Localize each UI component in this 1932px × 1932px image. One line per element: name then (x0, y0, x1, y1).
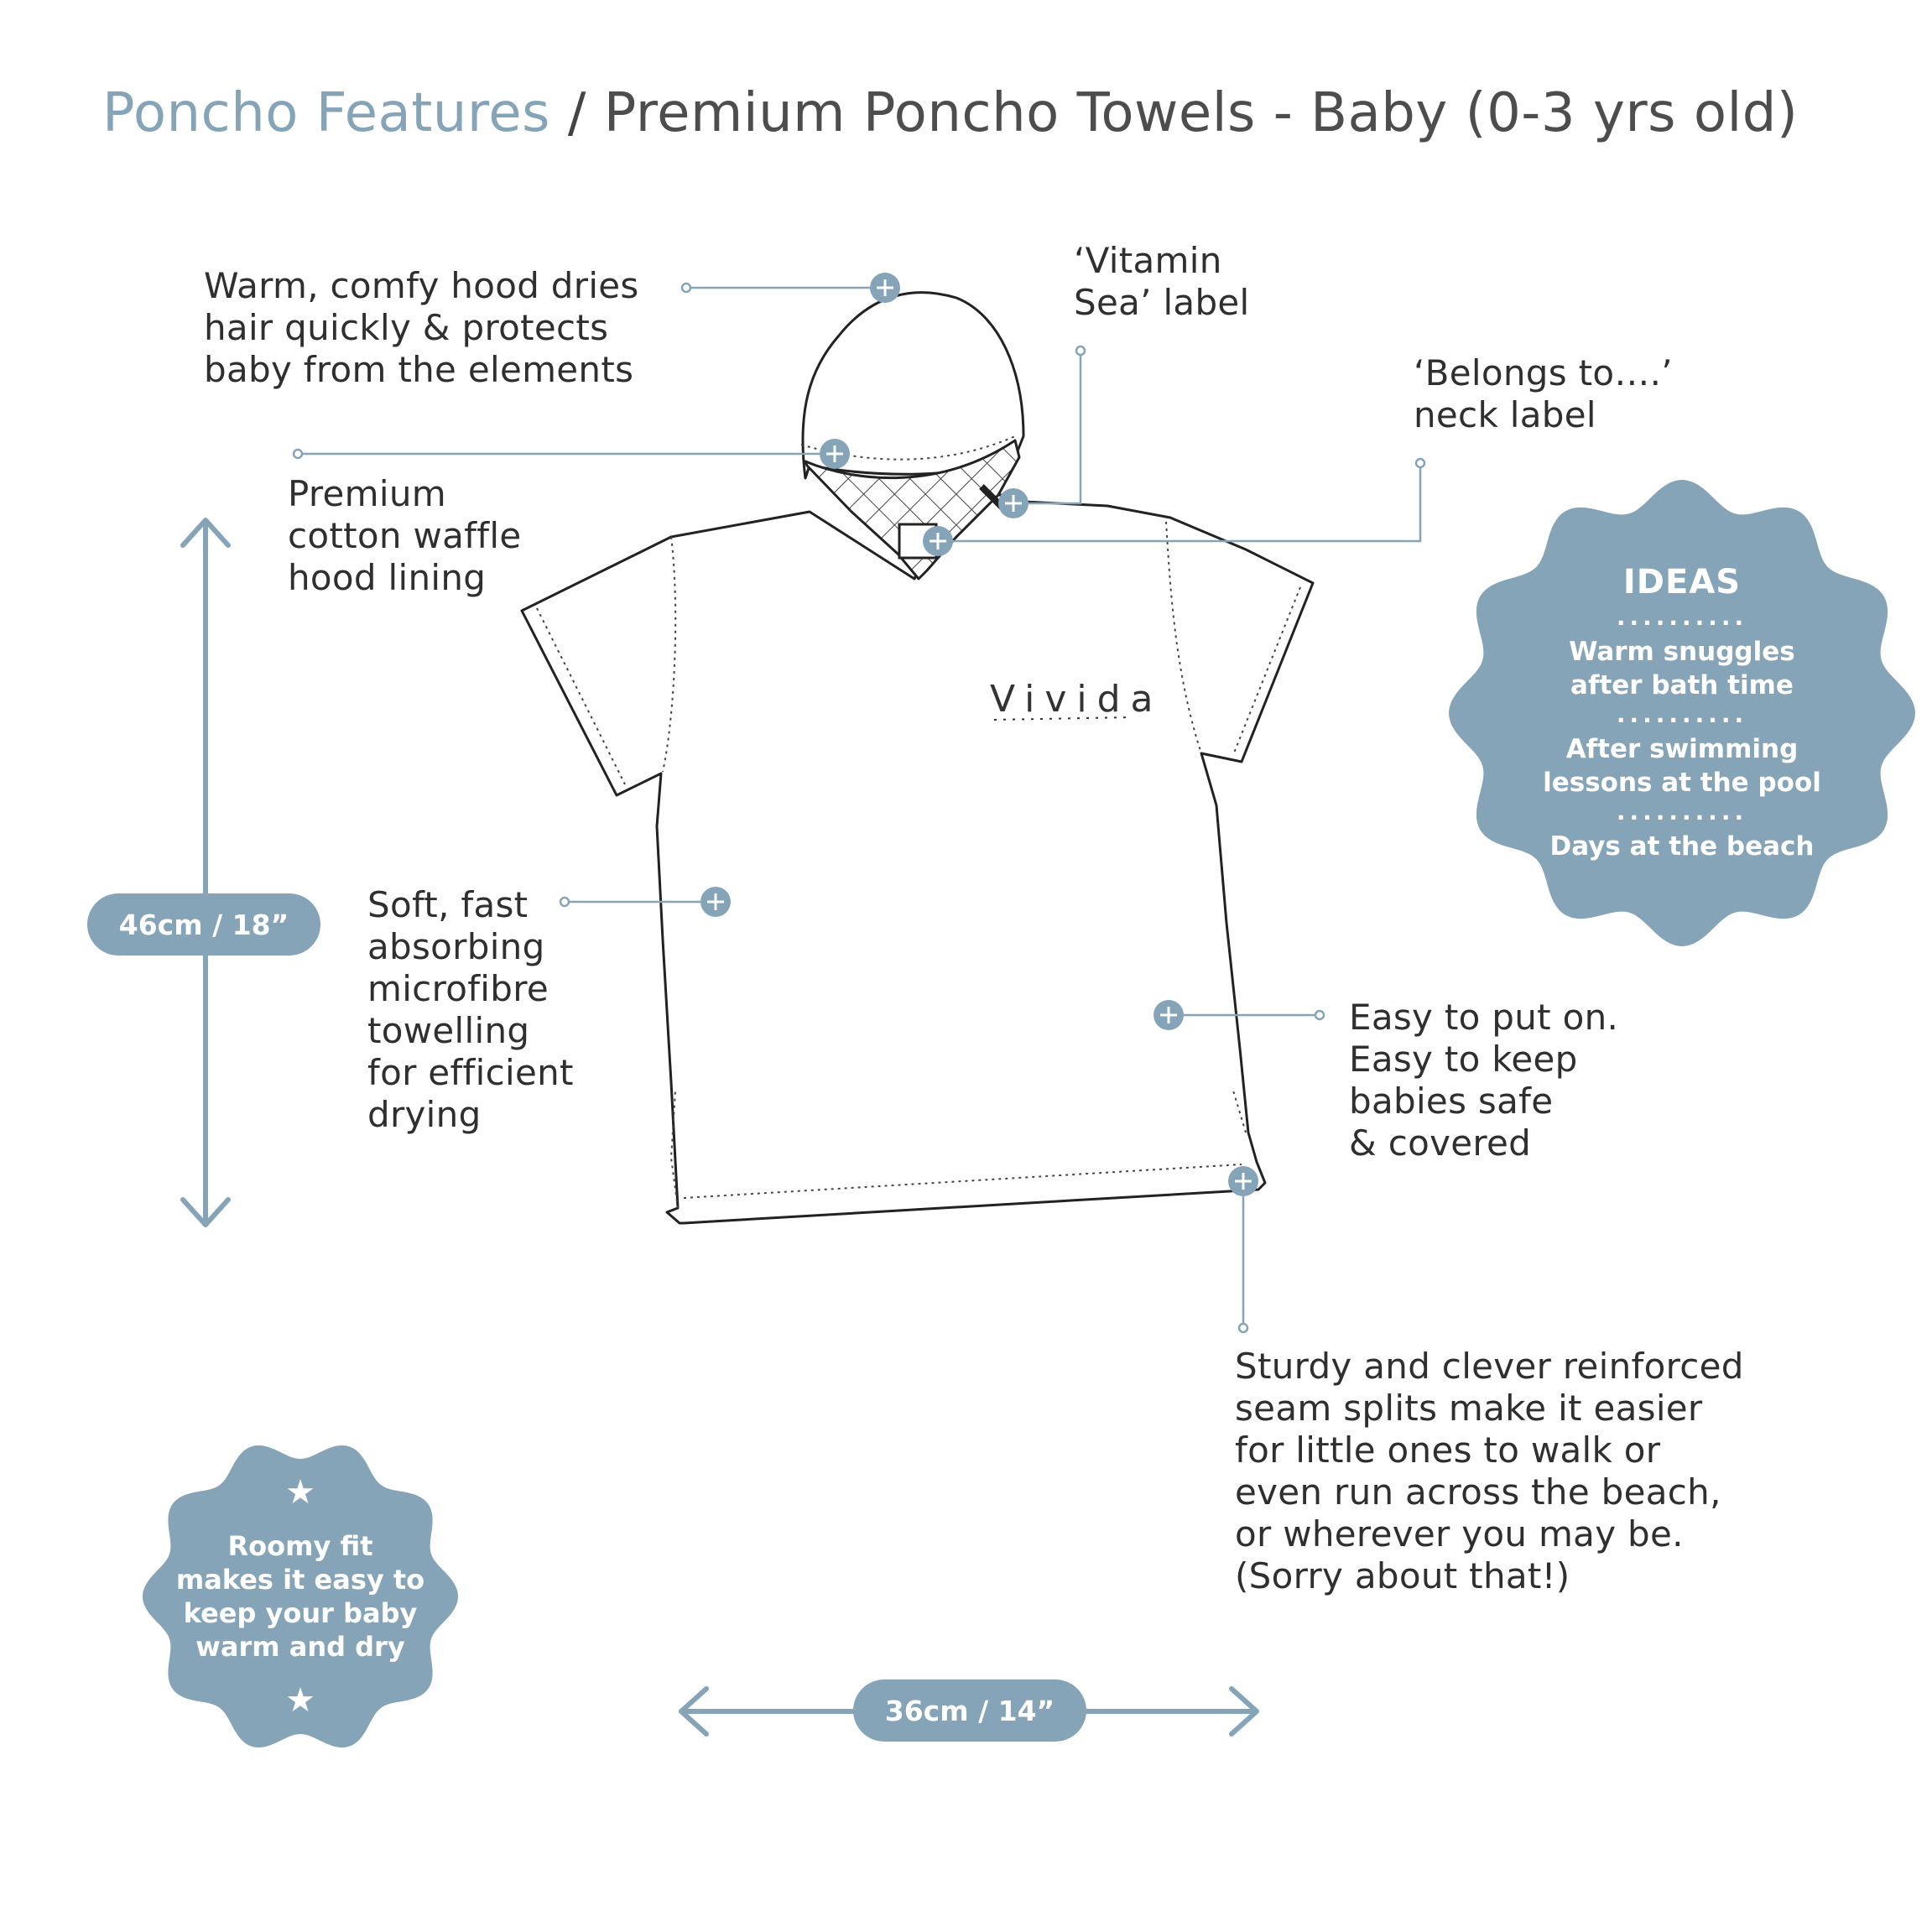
star-icon: ★ (285, 1473, 315, 1512)
callout-seam: Sturdy and clever reinforced seam splits make it easier for little ones to walk or even run across the beach, or wherever you may be. (Sorry about that!) (1235, 1346, 1744, 1596)
hotspot-lining[interactable] (820, 439, 850, 469)
idea-item: After swimming lessons at the pool (1543, 734, 1821, 798)
hotspot-vitamin-sea[interactable] (998, 488, 1028, 518)
vivida-logo: Vivida (990, 678, 1164, 721)
ideas-divider: .......... (1616, 603, 1748, 631)
hotspot-neck-label[interactable] (923, 526, 953, 556)
hotspot-fabric[interactable] (700, 887, 731, 917)
roomy-fit-badge (143, 1439, 458, 1754)
idea-item: Warm snuggles after bath time (1569, 637, 1795, 700)
callout-lining: Premium cotton waffle hood lining (288, 473, 522, 598)
callout-vitamin-sea: ‘Vitamin Sea’ label (1074, 240, 1250, 323)
breadcrumb-separator: / (567, 82, 586, 144)
poncho-outline (522, 293, 1313, 1223)
ideas-divider: .......... (1616, 798, 1748, 825)
hotspot-hood[interactable] (870, 273, 900, 303)
idea-item: Days at the beach (1549, 831, 1815, 862)
ideas-title: IDEAS (1622, 563, 1742, 601)
callout-fabric: Soft, fast absorbing microfibre towelling for efficient drying (367, 884, 574, 1135)
page-title (102, 82, 1798, 144)
hotspot-seam[interactable] (1228, 1166, 1258, 1196)
roomy-fit-text: Roomy fit makes it easy to keep your baby warm and dry (175, 1530, 425, 1663)
breadcrumb-link[interactable]: Poncho Features (102, 82, 550, 144)
ideas-badge (1447, 478, 1917, 948)
breadcrumb-current: Premium Poncho Towels - Baby (0-3 yrs old) (603, 82, 1799, 144)
hotspot-easy-on[interactable] (1153, 1000, 1184, 1030)
height-dimension-pill: 46cm / 18” (87, 893, 320, 956)
callout-easy-on: Easy to put on. Easy to keep babies safe & covered (1349, 997, 1619, 1164)
star-icon: ★ (285, 1681, 315, 1720)
width-dimension-pill: 36cm / 14” (853, 1679, 1086, 1742)
height-arrow (183, 520, 228, 1225)
callout-hood: Warm, comfy hood dries hair quickly & protects baby from the elements (204, 265, 639, 390)
ideas-divider: .......... (1616, 700, 1748, 728)
callout-belongs-to: ‘Belongs to….’ neck label (1414, 352, 1673, 435)
